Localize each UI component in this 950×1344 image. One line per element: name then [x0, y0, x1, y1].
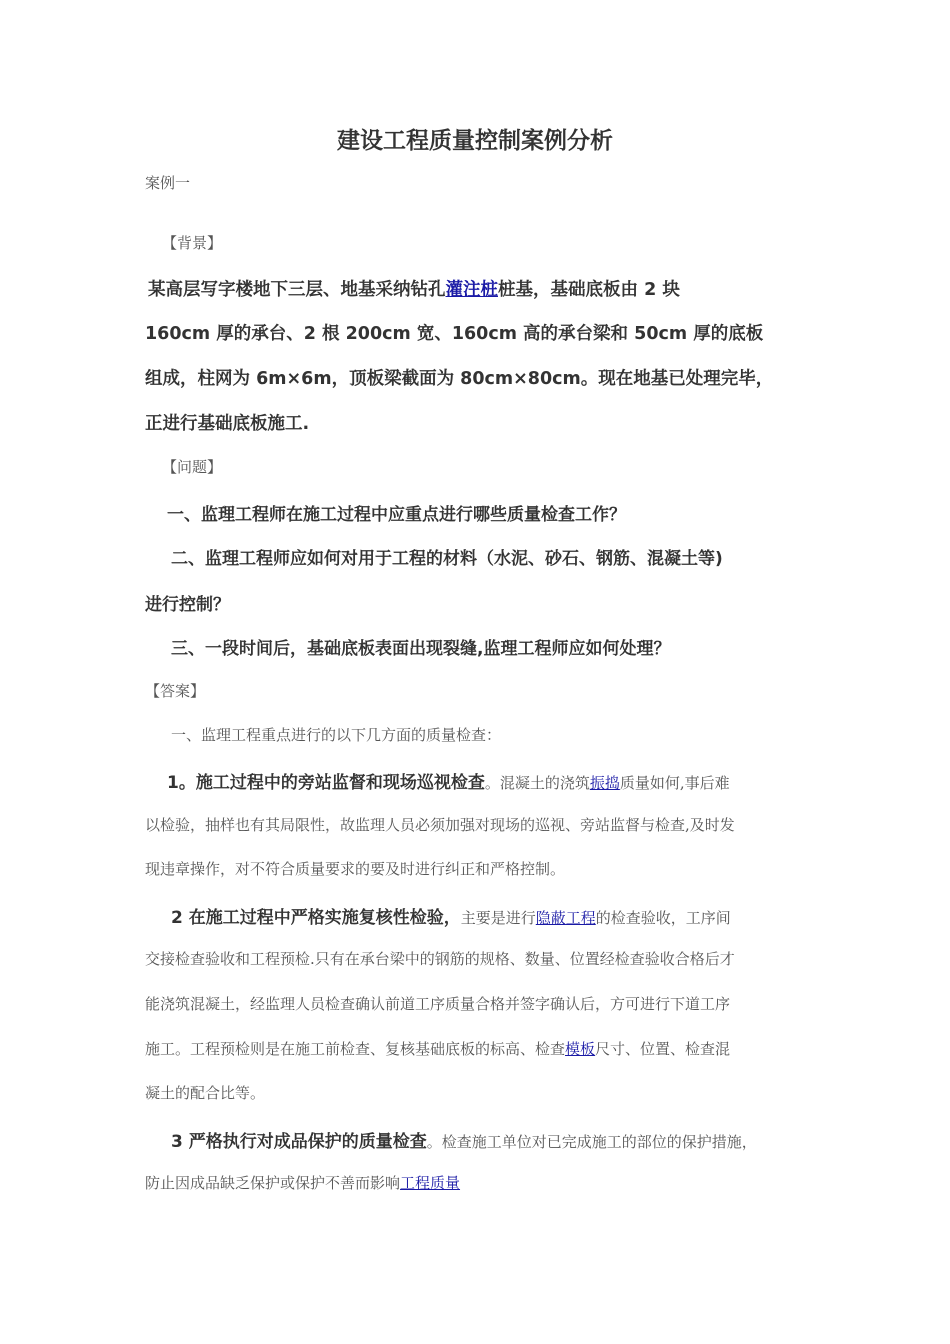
- document-title: 建设工程质量控制案例分析: [337, 128, 613, 154]
- background-line-2: 160cm 厚的承台、2 根 200cm 宽、160cm 高的承台梁和 50cm 厚的底板: [145, 324, 764, 344]
- background-line-4: 正进行基础底板施工.: [145, 414, 310, 434]
- case-label: 案例一: [145, 174, 191, 192]
- answer-1-line-3: 现违章操作，对不符合质量要求的要及时进行纠正和严格控制。: [145, 860, 566, 878]
- answer-intro: 一、监理工程重点进行的以下几方面的质量检查：: [171, 726, 502, 744]
- answer-3-line-1: [171, 1127, 757, 1152]
- answer-1-line-1: [167, 768, 730, 793]
- question-3: 三、一段时间后，基础底板表面出现裂缝,监理工程师应如何处理？: [171, 639, 671, 659]
- answer-2-line-4-post: 尺寸、位置、检查混: [595, 1040, 731, 1058]
- answer-1-text-pre: 。混凝土的浇筑: [484, 774, 590, 792]
- background-label: 【背景】: [162, 234, 223, 252]
- question-2-line-2: 进行控制？: [145, 595, 230, 615]
- question-2-line-1: 二、监理工程师应如何对用于工程的材料（水泥、砂石、钢筋、混凝土等): [171, 549, 723, 569]
- answer-2-line-4-pre: 施工。工程预检则是在施工前检查、复核基础底板的标高、检查: [145, 1040, 566, 1058]
- answer-2-line-4: [145, 1038, 730, 1059]
- answer-2-line-1: [171, 903, 731, 928]
- link-grouting-pile[interactable]: 灌注桩: [445, 280, 498, 300]
- answer-3-text: 。检查施工单位对已完成施工的部位的保护措施，: [426, 1133, 757, 1151]
- answer-2-text-pre: 主要是进行: [460, 909, 536, 927]
- link-concealed-work[interactable]: 隐蔽工程: [535, 909, 596, 927]
- answer-1-heading: 1。施工过程中的旁站监督和现场巡视检查: [167, 773, 485, 793]
- answer-label: 【答案】: [145, 682, 206, 700]
- link-vibration[interactable]: 振捣: [589, 774, 620, 792]
- answer-3-line-2: [145, 1172, 460, 1193]
- question-1: 一、监理工程师在施工过程中应重点进行哪些质量检查工作？: [167, 505, 626, 525]
- background-line-1-pre: 某高层写字楼地下三层、地基采纳钻孔: [148, 280, 446, 300]
- link-formwork[interactable]: 模板: [565, 1040, 596, 1058]
- answer-2-line-5: 凝土的配合比等。: [145, 1084, 266, 1102]
- answer-2-heading: 2 在施工过程中严格实施复核性检验，: [171, 908, 461, 928]
- question-label: 【问题】: [162, 458, 223, 476]
- answer-3-heading: 3 严格执行对成品保护的质量检查: [171, 1132, 427, 1152]
- answer-2-line-2: 交接检查验收和工程预检.只有在承台梁中的钢筋的规格、数量、位置经检查验收合格后才: [145, 950, 735, 968]
- background-line-1-post: 桩基，基础底板由 2 块: [498, 280, 680, 300]
- answer-1-text-post: 质量如何,事后难: [619, 774, 730, 792]
- background-line-3: 组成，柱网为 6m×6m，顶板梁截面为 80cm×80cm。现在地基已处理完毕，: [145, 369, 774, 389]
- link-engineering-quality[interactable]: 工程质量: [400, 1174, 461, 1192]
- answer-2-line-3: 能浇筑混凝土，经监理人员检查确认前道工序质量合格并签字确认后，方可进行下道工序: [145, 995, 731, 1013]
- background-line-1: [148, 276, 680, 301]
- answer-2-text-post: 的检查验收，工序间: [595, 909, 731, 927]
- answer-3-line-2-pre: 防止因成品缺乏保护或保护不善而影响: [145, 1174, 401, 1192]
- answer-1-line-2: 以检验，抽样也有其局限性，故监理人员必须加强对现场的巡视、旁站监督与检查,及时发: [145, 816, 735, 834]
